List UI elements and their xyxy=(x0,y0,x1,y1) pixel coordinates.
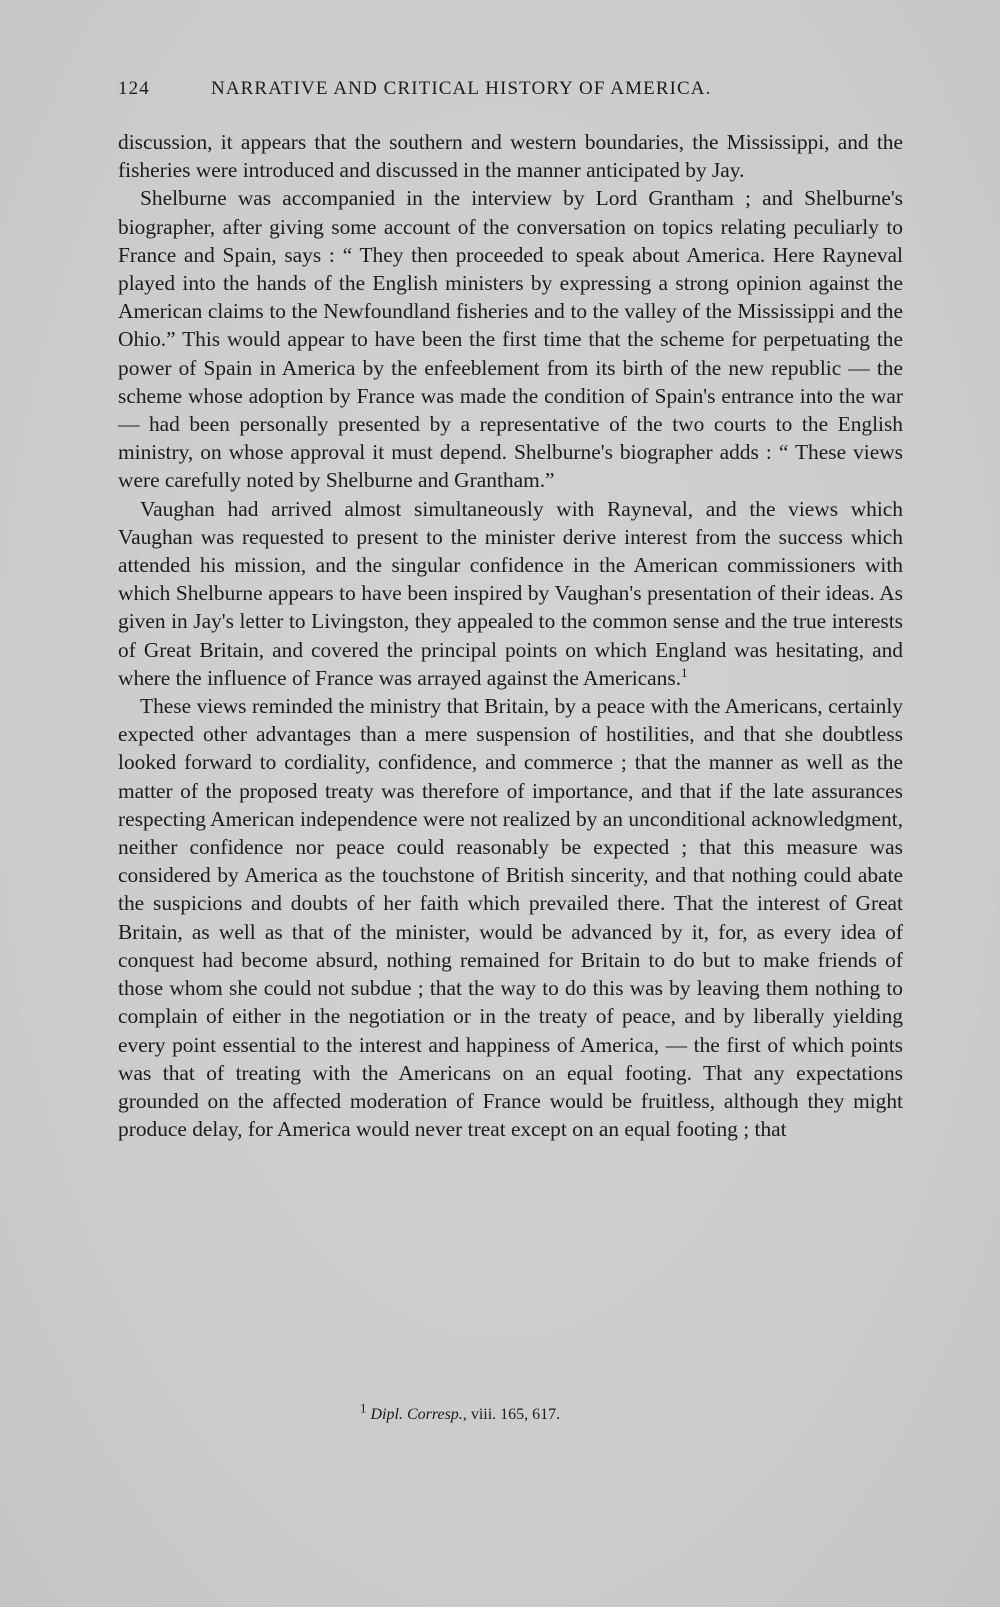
footnote xyxy=(360,1400,561,1424)
running-title: NARRATIVE AND CRITICAL HISTORY OF AMERICA. xyxy=(211,78,712,99)
footnote-source: Dipl. Corresp., xyxy=(370,1406,467,1423)
footnote-number: 1 xyxy=(360,1400,367,1416)
footnote-marker: 1 xyxy=(681,664,688,680)
footnote-pages: viii. 165, 617. xyxy=(466,1406,561,1423)
paragraph xyxy=(118,495,903,692)
page-number: 124 xyxy=(118,78,150,99)
paragraph-text: Vaughan had arrived almost simultaneously with Rayneval, and the views which Vaughan was requested to present to the minister derive interest from the success which attended his mission, and the singular confidence in the American commissioners with which Shelburne appears to have been inspired by Vaughan's presentation of their ideas. As given in Jay's letter to Livingston, they appealed to the common sense and the true interests of Great Britain, and covered the principal points on which England was hesitating, and where the influence of France was arrayed against the Americans. xyxy=(118,496,903,690)
paragraph: These views reminded the ministry that Britain, by a peace with the Americans, certainly expected other advantages than a mere suspension of hostilities, and that she doubtless looked forward to cordiality, confidence, and commerce ; that the manner as well as the matter of the proposed treaty was therefore of importance, and that if the late assurances respecting American independence were not realized by an unconditional acknowledgment, neither confidence nor peace could reasonably be expected ; that this measure was considered by America as the touchstone of British sincerity, and that nothing could abate the suspicions and doubts of her faith which prevailed there. That the interest of Great Britain, as well as that of the minister, would be advanced by it, for, as every idea of conquest had become absurd, nothing remained for Britain to do but to make friends of those whom she could not subdue ; that the way to do this was by leaving them nothing to complain of either in the negotiation or in the treaty of peace, and by liberally yielding every point essential to the interest and happiness of America, — the first of which points was that of treating with the Americans on an equal footing. That any expectations grounded on the affected moderation of France would be fruitless, although they might produce delay, for America would never treat except on an equal footing ; that xyxy=(118,694,903,1142)
paragraph: Shelburne was accompanied in the interview by Lord Grantham ; and Shelburne's biographer, after giving some account of the conversation on topics relating peculiarly to France and Spain, says : “ They then proceeded to speak about America. Here Rayneval played into the hands of the English ministers by expressing a strong opinion against the American claims to the Newfoundland fisheries and to the valley of the Mississippi and the Ohio.” This would appear to have been the first time that the scheme for perpetuating the power of Spain in America by the enfeeblement from its birth of the new republic — the scheme whose adoption by France was made the condition of Spain's entrance into the war — had been personally presented by a representative of the two courts to the English ministry, on whose approval it must depend. Shelburne's biographer adds : “ These views were carefully noted by Shelburne and Grantham.” xyxy=(118,186,903,493)
body-text xyxy=(118,128,903,1143)
paragraph: discussion, it appears that the southern and western boundaries, the Mississippi, and the fisheries were introduced and discussed in the manner anticipated by Jay. xyxy=(118,130,903,183)
page-header xyxy=(118,78,898,108)
